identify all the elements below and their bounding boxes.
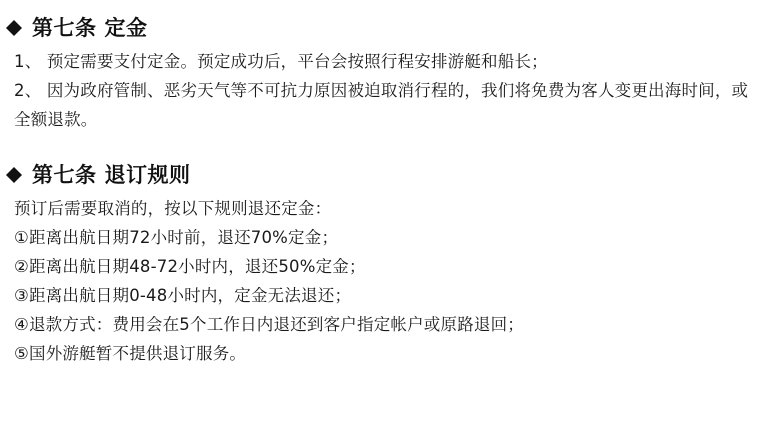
refund-rule-item: ③距离出航日期0-48小时内，定金无法退还； <box>14 285 352 305</box>
section-refund-body <box>14 195 756 368</box>
diamond-bullet-icon <box>14 20 30 36</box>
section-deposit-heading <box>14 14 756 42</box>
section-refund-rules <box>14 161 756 369</box>
refund-rule-item: ①距离出航日期72小时前，退还70%定金； <box>14 228 339 248</box>
section-refund-heading <box>14 161 756 189</box>
section-refund-heading-label: 第七条 <box>32 162 97 187</box>
section-divider-space <box>14 137 756 161</box>
deposit-paragraph-1: 1、 预定需要支付定金。预定成功后，平台会按照行程安排游艇和船长； <box>14 52 548 72</box>
refund-rule-item: ②距离出航日期48-72小时内，退还50%定金； <box>14 257 366 277</box>
diamond-bullet-icon <box>14 167 30 183</box>
refund-rule-item: ⑤国外游艇暂不提供退订服务。 <box>14 343 247 363</box>
section-deposit <box>14 14 756 135</box>
section-deposit-body <box>14 48 756 135</box>
section-deposit-heading-title: 定金 <box>104 16 148 40</box>
deposit-paragraph-2: 2、 因为政府管制、恶劣天气等不可抗力原因被迫取消行程的，我们将免费为客人变更出海时间，或全额退款。 <box>14 81 749 130</box>
refund-intro-text: 预订后需要取消的，按以下规则退还定金： <box>14 199 332 219</box>
refund-rule-item: ④退款方式：费用会在5个工作日内退还到客户指定帐户或原路退回； <box>14 314 524 334</box>
section-deposit-heading-label: 第七条 <box>32 16 97 40</box>
section-refund-heading-title: 退订规则 <box>104 162 191 187</box>
